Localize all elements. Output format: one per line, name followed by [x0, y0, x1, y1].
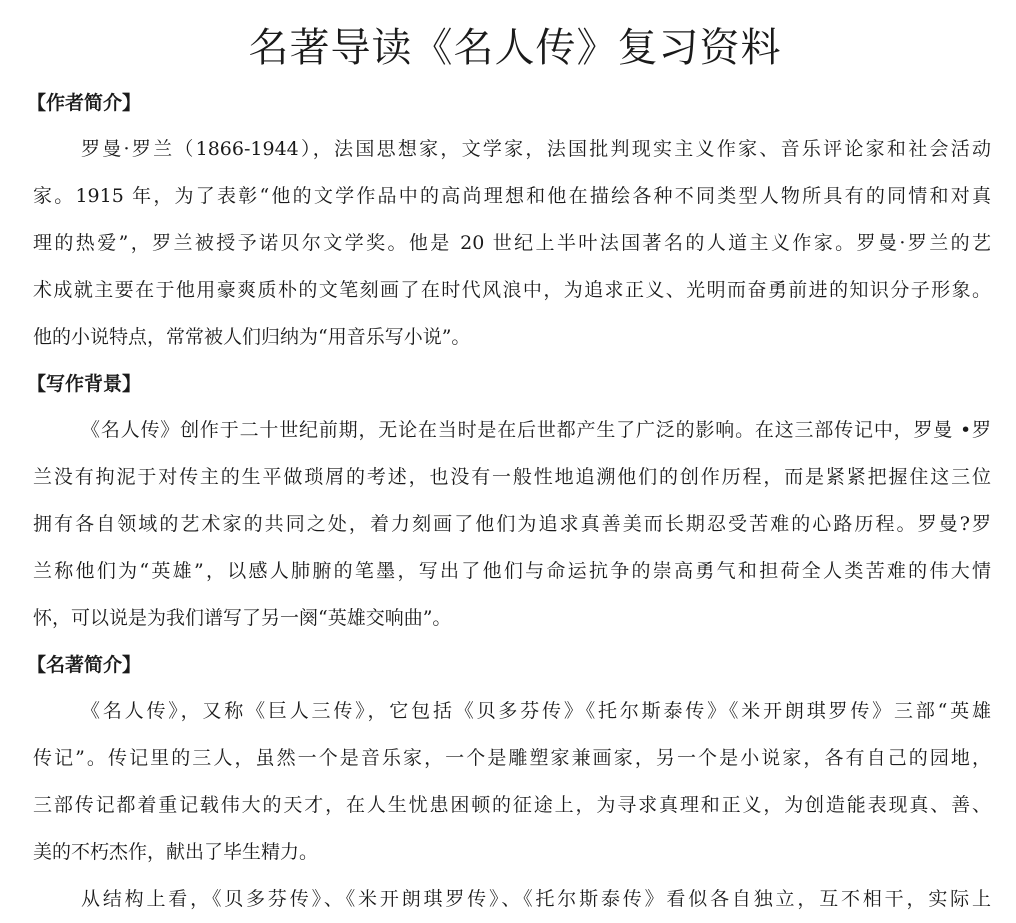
section-heading: 【作者简介】 — [27, 92, 142, 114]
text-line: 传记”。传记里的三人，虽然一个是音乐家，一个是雕塑家兼画家，另一个是小说家，各有自己的园地， — [33, 747, 991, 769]
text-line: 理的热爱”，罗兰被授予诺贝尔文学奖。他是 20 世纪上半叶法国著名的人道主义作家。罗曼·罗兰的艺 — [33, 232, 991, 254]
text-line: 从结构上看，《贝多芬传》、《米开朗琪罗传》、《托尔斯泰传》看似各自独立，互不相干，实际上 — [81, 888, 991, 910]
text-line: 术成就主要在于他用豪爽质朴的文笔刻画了在时代风浪中，为追求正义、光明而奋勇前进的知识分子形象。 — [33, 279, 991, 301]
paragraph — [33, 688, 991, 876]
paragraph — [33, 876, 991, 923]
document-title: 名著导读《名人传》复习资料 — [248, 25, 782, 71]
text-line: 罗曼·罗兰（1866-1944），法国思想家，文学家，法国批判现实主义作家、音乐评论家和社会活动 — [81, 138, 991, 160]
text-line: 他的小说特点，常常被人们归纳为“用音乐写小说”。 — [33, 326, 471, 348]
text-line: 兰称他们为“英雄”，以感人肺腑的笔墨，写出了他们与命运抗争的崇高勇气和担荷全人类苦难的伟大情 — [33, 560, 991, 582]
text-line: 拥有各自领域的艺术家的共同之处，着力刻画了他们为追求真善美而长期忍受苦难的心路历程。罗曼?罗 — [33, 513, 991, 535]
text-line: 家。1915 年，为了表彰“他的文学作品中的高尚理想和他在描绘各种不同类型人物所具有的同情和对真 — [33, 185, 991, 207]
section-heading: 【写作背景】 — [27, 373, 142, 395]
document-body — [27, 80, 991, 923]
text-line: 美的不朽杰作，献出了毕生精力。 — [33, 841, 319, 863]
paragraph — [33, 126, 991, 361]
text-line: 《名人传》，又称《巨人三传》，它包括《贝多芬传》《托尔斯泰传》《米开朗琪罗传》三部“英雄 — [81, 700, 991, 722]
text-line: 兰没有拘泥于对传主的生平做琐屑的考述，也没有一般性地追溯他们的创作历程，而是紧紧把握住这三位 — [33, 466, 991, 488]
text-line: 三部传记都着重记载伟大的天才，在人生忧患困顿的征途上，为寻求真理和正义，为创造能表现真、善、 — [33, 794, 991, 816]
text-line: 怀，可以说是为我们谱写了另一阕“英雄交响曲”。 — [33, 607, 452, 629]
section-heading: 【名著简介】 — [27, 654, 142, 676]
text-line: 《名人传》创作于二十世纪前期，无论在当时是在后世都产生了广泛的影响。在这三部传记中，罗曼 •罗 — [81, 419, 991, 441]
paragraph — [33, 407, 991, 642]
